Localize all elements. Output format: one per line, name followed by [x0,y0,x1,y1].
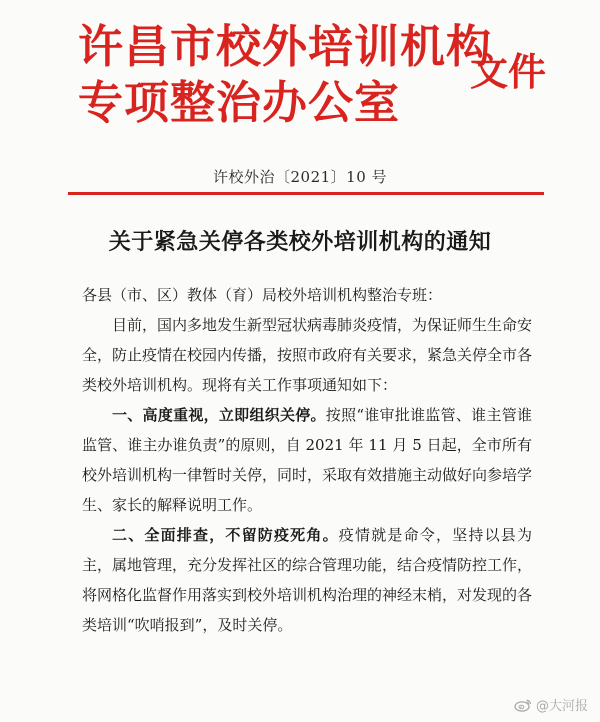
notice-title: 关于紧急关停各类校外培训机构的通知 [108,229,492,255]
issuer-name-line2: 专项整治办公室 [78,76,401,129]
item-1-heading: 一、高度重视，立即组织关停。 [112,406,326,424]
watermark-text: @大河报 [535,699,588,714]
addressee-line: 各县（市、区）教体（育）局校外培训机构整治专班： [82,286,443,304]
item-1-paragraph [82,400,532,520]
item-1-body: 按照“谁审批谁监管、谁主管谁监管、谁主办谁负责”的原则，自 2021 年 11 月 5 日起，全市所有校外培训机构一律暂时关停，同时，采取有效措施主动做好向参培学生、家长的解释说明工作。 [82,406,533,514]
intro-paragraph: 目前，国内多地发生新型冠状病毒肺炎疫情，为保证师生生命安全，防止疫情在校园内传播，按照市政府有关要求，紧急关停全市各类校外培训机构。现将有关工作事项通知如下： [82,316,533,394]
weibo-icon [514,698,532,712]
document-header [78,22,578,132]
document-type-label: 文件 [470,50,547,94]
item-2-body: 疫情就是命令，坚持以县为主，属地管理，充分发挥社区的综合管理功能，结合疫情防控工作，将网格化监督作用落实到校外培训机构治理的神经末梢，对发现的各类培训“吹哨报到”，及时关停。 [82,526,533,634]
red-divider-line [68,192,544,195]
issuer-name-line1: 许昌市校外培训机构 [78,20,493,73]
item-2-heading: 二、全面排查，不留防疫死角。 [112,526,339,544]
document-number: 许校外治〔2021〕10 号 [212,168,388,186]
source-watermark [514,695,588,714]
item-2-paragraph [82,520,532,640]
